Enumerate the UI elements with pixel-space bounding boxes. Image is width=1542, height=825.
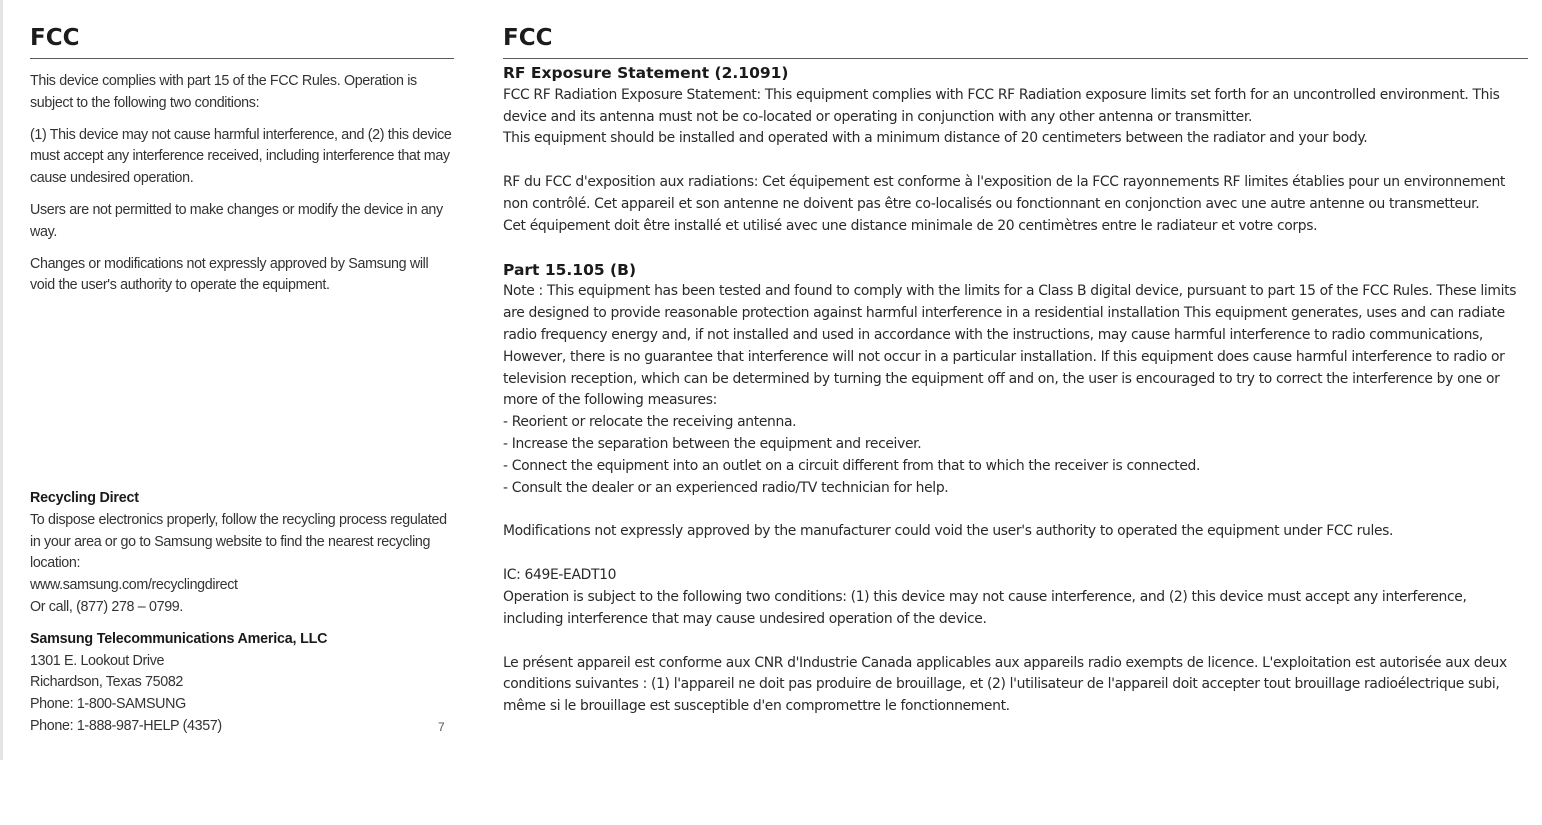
modifications-warning: Modifications not expressly approved by the manufacturer could void the user's authority to operated the equipment under FCC rules. — [503, 523, 1394, 540]
recycling-section — [30, 488, 454, 738]
recycling-url: www.samsung.com/recyclingdirect — [30, 577, 238, 594]
right-page — [503, 22, 1528, 718]
page-left-edge — [0, 0, 3, 760]
rf-exposure-en-distance: This equipment should be installed and operated with a minimum distance of 20 centimeters between the radiator and your body. — [503, 130, 1368, 147]
rf-exposure-heading: RF Exposure Statement (2.1091) — [503, 64, 789, 82]
class-b-note: Note : This equipment has been tested and found to comply with the limits for a Class B digital device, pursuant to part 15 of the FCC Rules. These limits are designed to provide reasonable protection against harmful interference in a residential installation This equipment generates, uses and can radiate radio frequency energy and, if not installed and used in accordance with the instructions, may cause harmful interference to radio communications, However, there is no guarantee that interference will not occur in a particular installation. If this equipment does cause harmful interference to radio or television reception, which can be determined by turning the equipment off and on, the user is encouraged to try to correct the interference by one or more of the following measures: — [503, 283, 1517, 409]
left-page-title: FCC — [30, 22, 454, 59]
recycling-heading: Recycling Direct — [30, 490, 139, 506]
measure-item: - Increase the separation between the equipment and receiver. — [503, 435, 922, 452]
company-address-line1: 1301 E. Lookout Drive — [30, 652, 165, 669]
company-phone-2: Phone: 1-888-987-HELP (4357) — [30, 717, 222, 734]
rf-exposure-fr-distance: Cet équipement doit être installé et utilisé avec une distance minimale de 20 centimètres entre le radiateur et votre corps. — [503, 217, 1318, 234]
page-number: 7 — [438, 720, 445, 734]
fcc-compliance-intro: This device complies with part 15 of the FCC Rules. Operation is subject to the following two conditions: — [30, 73, 417, 111]
fcc-conditions: (1) This device may not cause harmful interference, and (2) this device must accept any interference received, including interference that may cause undesired operation. — [30, 126, 452, 187]
right-page-title: FCC — [503, 22, 1528, 59]
recycling-phone: Or call, (877) 278 – 0799. — [30, 598, 184, 615]
left-page — [30, 22, 454, 742]
company-address-line2: Richardson, Texas 75082 — [30, 674, 184, 691]
measure-item: - Reorient or relocate the receiving antenna. — [503, 414, 797, 431]
company-phone-1: Phone: 1-800-SAMSUNG — [30, 696, 186, 713]
industry-canada-fr-statement: Le présent appareil est conforme aux CNR d'Industrie Canada applicables aux appareils radio exempts de licence. L'exploitation est autorisée aux deux conditions suivantes : (1) l'appareil ne doit pas produire de brouillage, et (2) l'utilisateur de l'appareil doit accepter tout brouillage radioélectrique subi, même si le brouillage est susceptible d'en compromettre le fonctionnement. — [503, 654, 1507, 715]
changes-warning: Changes or modifications not expressly approved by Samsung will void the user's authority to operate the equipment. — [30, 255, 429, 294]
ic-operation-conditions: Operation is subject to the following two conditions: (1) this device may not cause interference, and (2) this device must accept any interference, including interference that may cause undesired operation of the device. — [503, 588, 1467, 627]
rf-exposure-fr-statement: RF du FCC d'exposition aux radiations: Cet équipement est conforme à l'exposition de la FCC rayonnements RF limites établies pour un environnement non contrôlé. Cet appareil et son antenne ne doivent pas être co-localisés ou fonctionnant en conjonction avec une autre antenne ou transmetteur. — [503, 174, 1506, 212]
company-name: Samsung Telecommunications America, LLC — [30, 630, 328, 647]
no-modification-notice: Users are not permitted to make changes or modify the device in any way. — [30, 201, 443, 240]
rf-exposure-en-statement: FCC RF Radiation Exposure Statement: This equipment complies with FCC RF Radiation exposure limits set forth for an uncontrolled environment. This device and its antenna must not be co-located or operating in conjunction with any other antenna or transmitter. — [503, 86, 1500, 125]
measure-item: - Connect the equipment into an outlet on a circuit different from that to which the receiver is connected. — [503, 457, 1201, 474]
recycling-instructions: To dispose electronics properly, follow the recycling process regulated in your area or go to Samsung website to find the nearest recycling location: — [30, 511, 447, 572]
measure-item: - Consult the dealer or an experienced radio/TV technician for help. — [503, 479, 949, 496]
ic-number: IC: 649E-EADT10 — [503, 567, 617, 584]
part-15-105-heading: Part 15.105 (B) — [503, 260, 637, 279]
